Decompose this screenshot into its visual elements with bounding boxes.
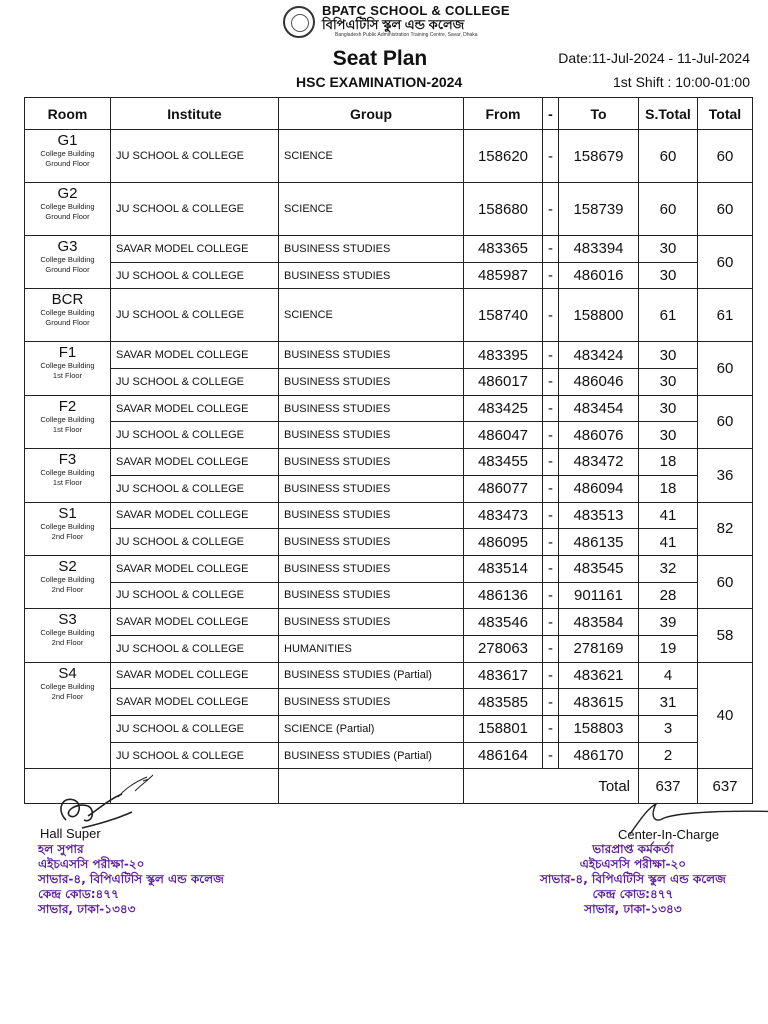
table-row	[25, 662, 753, 689]
room-total-cell: 58	[698, 609, 753, 662]
room-code: S2	[58, 557, 77, 575]
range-dash-cell: -	[543, 689, 559, 716]
range-dash-cell: -	[543, 395, 559, 422]
institute-cell: JU SCHOOL & COLLEGE	[111, 475, 279, 502]
school-address: Bangladesh Public Administration Training Centre, Savar, Dhaka	[335, 32, 478, 38]
range-dash-cell: -	[543, 635, 559, 662]
col-header-room: Room	[25, 98, 111, 130]
stotal-cell: 4	[639, 662, 698, 689]
roll-from-cell: 278063	[464, 635, 543, 662]
institute-cell: JU SCHOOL & COLLEGE	[111, 742, 279, 769]
grand-total-value: 637	[698, 769, 753, 804]
stotal-cell: 30	[639, 262, 698, 289]
room-total-cell: 40	[698, 662, 753, 769]
table-row	[25, 529, 753, 556]
institute-cell: JU SCHOOL & COLLEGE	[111, 183, 279, 236]
roll-from-cell: 486017	[464, 369, 543, 396]
roll-from-cell: 483425	[464, 395, 543, 422]
group-cell: BUSINESS STUDIES	[279, 609, 464, 636]
roll-from-cell: 483455	[464, 449, 543, 476]
room-code: F2	[58, 397, 77, 415]
room-cell	[25, 662, 111, 769]
stotal-cell: 30	[639, 422, 698, 449]
roll-from-cell: 486164	[464, 742, 543, 769]
grand-total-label: Total	[559, 769, 639, 804]
roll-to-cell: 483394	[559, 236, 639, 263]
room-floor: 2nd Floor	[51, 638, 84, 648]
roll-to-cell: 278169	[559, 635, 639, 662]
roll-from-cell: 486047	[464, 422, 543, 449]
range-dash-cell: -	[543, 289, 559, 342]
stotal-cell: 2	[639, 742, 698, 769]
institute-cell: JU SCHOOL & COLLEGE	[111, 716, 279, 743]
stamp-line: কেন্দ্র কোড:৪৭৭	[38, 887, 119, 901]
roll-to-cell: 483621	[559, 662, 639, 689]
group-cell: SCIENCE	[279, 130, 464, 183]
table-row	[25, 183, 753, 236]
range-dash-cell: -	[543, 236, 559, 263]
institute-cell: SAVAR MODEL COLLEGE	[111, 395, 279, 422]
range-dash-cell: -	[543, 342, 559, 369]
stamp-line: সাভার, ঢাকা-১৩৪৩	[584, 902, 682, 916]
hall-super-label: Hall Super	[40, 826, 101, 841]
stotal-cell: 30	[639, 395, 698, 422]
room-building: College Building	[40, 149, 95, 158]
institute-cell: JU SCHOOL & COLLEGE	[111, 130, 279, 183]
room-total-cell: 60	[698, 395, 753, 448]
room-cell	[25, 449, 111, 502]
stotal-cell: 41	[639, 502, 698, 529]
table-row	[25, 262, 753, 289]
table-row	[25, 609, 753, 636]
institute-cell: JU SCHOOL & COLLEGE	[111, 289, 279, 342]
group-cell: BUSINESS STUDIES	[279, 395, 464, 422]
roll-from-cell: 483546	[464, 609, 543, 636]
group-cell: BUSINESS STUDIES (Partial)	[279, 742, 464, 769]
room-floor: 2nd Floor	[51, 584, 84, 594]
roll-to-cell: 486016	[559, 262, 639, 289]
table-row	[25, 289, 753, 342]
table-row	[25, 716, 753, 743]
stotal-cell: 28	[639, 582, 698, 609]
institute-cell: JU SCHOOL & COLLEGE	[111, 529, 279, 556]
room-cell	[25, 289, 111, 342]
room-total-cell: 60	[698, 183, 753, 236]
institute-cell: JU SCHOOL & COLLEGE	[111, 582, 279, 609]
range-dash-cell: -	[543, 369, 559, 396]
room-code: S1	[58, 504, 77, 522]
stamp-line: এইচএসসি পরীক্ষা-২০	[579, 857, 687, 871]
roll-to-cell: 483545	[559, 555, 639, 582]
roll-from-cell: 158740	[464, 289, 543, 342]
roll-from-cell: 486136	[464, 582, 543, 609]
room-total-cell: 82	[698, 502, 753, 555]
center-in-charge-signature-block	[520, 800, 760, 920]
roll-from-cell: 483617	[464, 662, 543, 689]
roll-from-cell: 158680	[464, 183, 543, 236]
group-cell: BUSINESS STUDIES	[279, 262, 464, 289]
roll-from-cell: 483365	[464, 236, 543, 263]
room-building: College Building	[40, 255, 95, 264]
stotal-cell: 19	[639, 635, 698, 662]
table-row	[25, 369, 753, 396]
group-cell: BUSINESS STUDIES	[279, 555, 464, 582]
range-dash-cell: -	[543, 716, 559, 743]
table-row	[25, 395, 753, 422]
room-code: F1	[58, 344, 77, 362]
hall-super-signature-block	[38, 790, 238, 920]
range-dash-cell: -	[543, 662, 559, 689]
roll-from-cell: 485987	[464, 262, 543, 289]
room-cell	[25, 342, 111, 395]
group-cell: BUSINESS STUDIES	[279, 369, 464, 396]
institute-cell: JU SCHOOL & COLLEGE	[111, 635, 279, 662]
institute-cell: SAVAR MODEL COLLEGE	[111, 662, 279, 689]
room-cell	[25, 236, 111, 289]
table-row	[25, 475, 753, 502]
range-dash-cell: -	[543, 742, 559, 769]
school-name-english: BPATC SCHOOL & COLLEGE	[322, 3, 510, 18]
roll-to-cell: 158739	[559, 183, 639, 236]
roll-to-cell: 483513	[559, 502, 639, 529]
center-in-charge-label: Center-In-Charge	[618, 827, 720, 842]
room-code: F3	[58, 451, 77, 469]
roll-to-cell: 483615	[559, 689, 639, 716]
table-row	[25, 130, 753, 183]
room-cell	[25, 130, 111, 183]
institute-cell: JU SCHOOL & COLLEGE	[111, 422, 279, 449]
table-row	[25, 449, 753, 476]
roll-to-cell: 486170	[559, 742, 639, 769]
group-cell: BUSINESS STUDIES	[279, 342, 464, 369]
room-floor: 1st Floor	[52, 424, 83, 434]
table-row	[25, 502, 753, 529]
range-dash-cell: -	[543, 130, 559, 183]
institute-cell: SAVAR MODEL COLLEGE	[111, 609, 279, 636]
stamp-line: সাভার, ঢাকা-১৩৪৩	[38, 902, 136, 916]
range-dash-cell: -	[543, 582, 559, 609]
col-header-stotal: S.Total	[639, 98, 698, 130]
room-cell	[25, 555, 111, 608]
roll-to-cell: 483472	[559, 449, 639, 476]
institute-cell: JU SCHOOL & COLLEGE	[111, 369, 279, 396]
room-total-cell: 36	[698, 449, 753, 502]
room-total-cell: 60	[698, 130, 753, 183]
roll-to-cell: 483424	[559, 342, 639, 369]
roll-from-cell: 483585	[464, 689, 543, 716]
range-dash-cell: -	[543, 262, 559, 289]
stamp-line: হল সুপার	[38, 842, 84, 856]
roll-to-cell: 158803	[559, 716, 639, 743]
roll-from-cell: 486095	[464, 529, 543, 556]
roll-to-cell: 158679	[559, 130, 639, 183]
room-building: College Building	[40, 414, 95, 424]
room-building: College Building	[40, 468, 95, 478]
group-cell: BUSINESS STUDIES	[279, 689, 464, 716]
range-dash-cell: -	[543, 555, 559, 582]
group-cell: BUSINESS STUDIES	[279, 449, 464, 476]
institute-cell: SAVAR MODEL COLLEGE	[111, 236, 279, 263]
room-floor: Ground Floor	[45, 265, 90, 274]
table-row	[25, 236, 753, 263]
group-cell: BUSINESS STUDIES	[279, 236, 464, 263]
table-row	[25, 342, 753, 369]
total-empty-cell	[543, 769, 559, 804]
institute-cell: SAVAR MODEL COLLEGE	[111, 449, 279, 476]
room-floor: Ground Floor	[45, 159, 90, 168]
room-total-cell: 60	[698, 555, 753, 608]
stamp-line: সাভার-৪, বিপিএটিসি স্কুল এন্ড কলেজ	[540, 872, 726, 886]
roll-from-cell: 483395	[464, 342, 543, 369]
table-row	[25, 635, 753, 662]
stotal-cell: 3	[639, 716, 698, 743]
room-total-cell: 60	[698, 342, 753, 395]
institute-cell: JU SCHOOL & COLLEGE	[111, 262, 279, 289]
room-floor: 1st Floor	[52, 371, 83, 381]
stotal-cell: 39	[639, 609, 698, 636]
room-building: College Building	[40, 574, 95, 584]
roll-to-cell: 486094	[559, 475, 639, 502]
range-dash-cell: -	[543, 502, 559, 529]
seat-plan-table	[24, 97, 753, 804]
col-header-to: To	[559, 98, 639, 130]
room-total-cell: 60	[698, 236, 753, 289]
col-header-total: Total	[698, 98, 753, 130]
school-logo-icon	[283, 6, 315, 38]
roll-from-cell: 486077	[464, 475, 543, 502]
room-cell	[25, 395, 111, 448]
roll-to-cell: 483584	[559, 609, 639, 636]
table-body	[25, 130, 753, 769]
room-code: G3	[57, 238, 78, 255]
room-floor: Ground Floor	[45, 212, 90, 221]
stotal-cell: 18	[639, 449, 698, 476]
school-name-bangla: বিপিএটিসি স্কুল এন্ড কলেজ	[322, 17, 465, 32]
room-code: BCR	[51, 291, 84, 309]
exam-date: Date:11-Jul-2024 - 11-Jul-2024	[558, 50, 750, 66]
room-floor: Ground Floor	[45, 318, 90, 328]
group-cell: BUSINESS STUDIES	[279, 582, 464, 609]
range-dash-cell: -	[543, 422, 559, 449]
col-header-from: From	[464, 98, 543, 130]
room-building: College Building	[40, 628, 95, 638]
range-dash-cell: -	[543, 183, 559, 236]
room-code: S3	[58, 611, 77, 629]
group-cell: HUMANITIES	[279, 635, 464, 662]
stotal-cell: 30	[639, 369, 698, 396]
room-building: College Building	[40, 202, 95, 211]
stotal-cell: 60	[639, 130, 698, 183]
stamp-line: এইচএসসি পরীক্ষা-২০	[38, 857, 145, 871]
roll-to-cell: 486046	[559, 369, 639, 396]
exam-subtitle: HSC EXAMINATION-2024	[296, 74, 463, 90]
room-building: College Building	[40, 361, 95, 371]
room-building: College Building	[40, 681, 95, 691]
document-header	[0, 0, 768, 96]
range-dash-cell: -	[543, 529, 559, 556]
table-row	[25, 422, 753, 449]
room-code: G2	[57, 185, 78, 202]
hall-super-stamp	[38, 842, 224, 917]
room-cell	[25, 183, 111, 236]
stotal-cell: 61	[639, 289, 698, 342]
group-cell: BUSINESS STUDIES	[279, 422, 464, 449]
roll-to-cell: 901161	[559, 582, 639, 609]
institute-cell: SAVAR MODEL COLLEGE	[111, 555, 279, 582]
stotal-cell: 31	[639, 689, 698, 716]
col-header-dash: -	[543, 98, 559, 130]
room-cell	[25, 609, 111, 662]
stotal-cell: 18	[639, 475, 698, 502]
institute-cell: SAVAR MODEL COLLEGE	[111, 502, 279, 529]
roll-to-cell: 486135	[559, 529, 639, 556]
stotal-cell: 41	[639, 529, 698, 556]
room-building: College Building	[40, 308, 95, 318]
institute-cell: SAVAR MODEL COLLEGE	[111, 342, 279, 369]
table-row	[25, 555, 753, 582]
title-text: Seat Plan	[332, 47, 428, 70]
room-floor: 2nd Floor	[51, 531, 84, 541]
stamp-line: সাভার-৪, বিপিএটিসি স্কুল এন্ড কলেজ	[38, 872, 224, 886]
table-row	[25, 689, 753, 716]
roll-from-cell: 158801	[464, 716, 543, 743]
group-cell: BUSINESS STUDIES (Partial)	[279, 662, 464, 689]
room-building: College Building	[40, 521, 95, 531]
roll-from-cell: 158620	[464, 130, 543, 183]
room-total-cell: 61	[698, 289, 753, 342]
stotal-cell: 32	[639, 555, 698, 582]
grand-stotal-value: 637	[639, 769, 698, 804]
center-in-charge-stamp	[540, 842, 726, 917]
roll-to-cell: 486076	[559, 422, 639, 449]
roll-from-cell: 483514	[464, 555, 543, 582]
group-cell: SCIENCE	[279, 183, 464, 236]
room-floor: 2nd Floor	[51, 691, 84, 701]
stotal-cell: 30	[639, 236, 698, 263]
range-dash-cell: -	[543, 609, 559, 636]
stotal-cell: 30	[639, 342, 698, 369]
table-row	[25, 582, 753, 609]
range-dash-cell: -	[543, 449, 559, 476]
stamp-line: ভারপ্রাপ্ত কর্মকর্তা	[592, 842, 674, 856]
col-header-group: Group	[279, 98, 464, 130]
total-empty-cell	[279, 769, 464, 804]
group-cell: BUSINESS STUDIES	[279, 502, 464, 529]
group-cell: SCIENCE	[279, 289, 464, 342]
table-header-row	[25, 98, 753, 130]
room-cell	[25, 502, 111, 555]
group-cell: BUSINESS STUDIES	[279, 475, 464, 502]
roll-from-cell: 483473	[464, 502, 543, 529]
group-cell: SCIENCE (Partial)	[279, 716, 464, 743]
room-floor: 1st Floor	[52, 478, 83, 488]
stotal-cell: 60	[639, 183, 698, 236]
stamp-line: কেন্দ্র কোড:৪৭৭	[592, 887, 674, 901]
table-row	[25, 742, 753, 769]
roll-to-cell: 483454	[559, 395, 639, 422]
range-dash-cell: -	[543, 475, 559, 502]
group-cell: BUSINESS STUDIES	[279, 529, 464, 556]
room-code: S4	[58, 664, 77, 682]
exam-shift: 1st Shift : 10:00-01:00	[613, 74, 750, 90]
roll-to-cell: 158800	[559, 289, 639, 342]
room-code: G1	[57, 132, 78, 149]
total-empty-cell	[464, 769, 543, 804]
institute-cell: SAVAR MODEL COLLEGE	[111, 689, 279, 716]
col-header-institute: Institute	[111, 98, 279, 130]
